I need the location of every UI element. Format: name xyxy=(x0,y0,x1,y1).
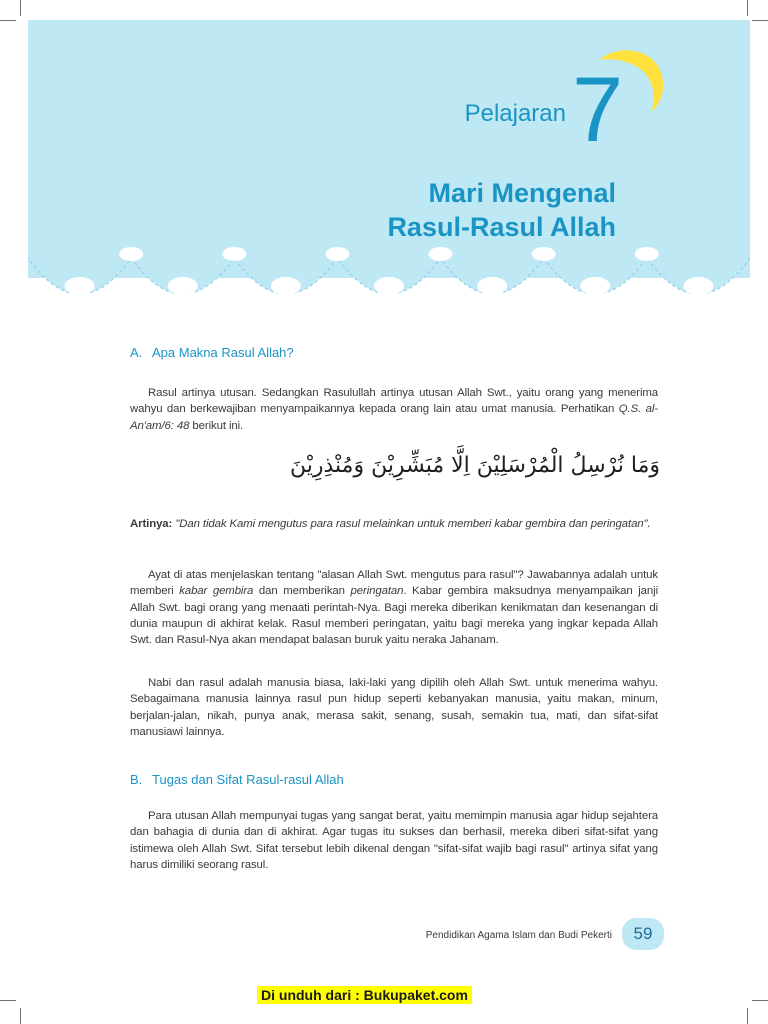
quran-reference: Q.S. al-An'am/6: 48 xyxy=(130,403,658,432)
banner-dot xyxy=(65,277,95,295)
arabic-verse: وَمَا نُرْسِلُ الْمُرْسَلِيْنَ اِلَّا مُبَشِّرِيْنَ وَمُنْذِرِيْنَ xyxy=(289,453,660,478)
section-a-paragraph-3: Nabi dan rasul adalah manusia biasa, laki-laki yang dipilih oleh Allah Swt. untuk menerima wahyu. Sebagaimana manusia lainnya rasul pun hidup seperti kebanyakan manusia, yaitu makan, minum, berjalan-jalan, nikah, punya anak, merasa sakit, senang, susah, semakin tua, mati, dan sifat-sifat manusiawi lainnya. xyxy=(130,677,658,738)
section-a-title: Apa Makna Rasul Allah? xyxy=(152,345,294,360)
crop-mark xyxy=(752,20,768,21)
translation-text: "Dan tidak Kami mengutus para rasul melainkan untuk memberi kabar gembira dan peringatan". xyxy=(175,518,651,530)
section-a-paragraph-1: Rasul artinya utusan. Sedangkan Rasulullah artinya utusan Allah Swt., yaitu orang yang menerima wahyu dan berkewajiban menyampaikannya kepada orang lain atau umat manusia. Perhatikan Q.S. al-An'am/6: 48 berikut ini. xyxy=(130,387,658,432)
banner-dot xyxy=(477,277,507,295)
book-title: Pendidikan Agama Islam dan Budi Pekerti xyxy=(425,930,612,941)
section-a-heading xyxy=(130,345,294,360)
crop-mark xyxy=(0,20,16,21)
banner-dot xyxy=(325,247,349,261)
banner-dot xyxy=(635,247,659,261)
banner-dot xyxy=(271,277,301,295)
download-notice-link[interactable]: Di unduh dari : Bukupaket.com xyxy=(257,986,472,1004)
banner-dot xyxy=(532,247,556,261)
crop-mark xyxy=(747,0,748,16)
banner-dot xyxy=(683,277,713,295)
chapter-title xyxy=(387,176,616,244)
translation-label: Artinya: xyxy=(130,518,173,530)
crop-mark xyxy=(0,1000,16,1001)
banner-dot xyxy=(119,247,143,261)
crop-mark xyxy=(747,1008,748,1024)
lesson-number: 7 xyxy=(572,59,624,161)
crop-mark xyxy=(20,1008,21,1024)
section-a-letter: A. xyxy=(130,345,143,360)
lesson-label: Pelajaran xyxy=(464,100,566,127)
chapter-title-line1: Mari Mengenal xyxy=(428,178,616,208)
crop-mark xyxy=(752,1000,768,1001)
section-b-paragraph-1: Para utusan Allah mempunyai tugas yang sangat berat, yaitu memimpin manusia agar hidup sejahtera dan bahagia di dunia dan di akhirat. Agar tugas itu sukses dan berhasil, mereka diberi sifat-sifat yang istimewa oleh Allah Swt. Sifat tersebut lebih dikenal dengan "sifat-sifat wajib bagi rasul" artinya sifat yang harus dimiliki seorang rasul. xyxy=(130,810,658,871)
banner-dot xyxy=(580,277,610,295)
crop-mark xyxy=(20,0,21,16)
page-number: 59 xyxy=(622,918,664,950)
verse-translation xyxy=(130,516,658,532)
banner-dot xyxy=(374,277,404,295)
chapter-title-line2: Rasul-Rasul Allah xyxy=(387,212,616,242)
banner-dot xyxy=(222,247,246,261)
section-b-title: Tugas dan Sifat Rasul-rasul Allah xyxy=(152,772,344,787)
section-b-heading xyxy=(130,772,344,787)
banner-dot xyxy=(168,277,198,295)
section-a-paragraph-2: Ayat di atas menjelaskan tentang "alasan Allah Swt. mengutus para rasul"? Jawabannya adalah untuk memberi kabar gembira dan memberikan peringatan. Kabar gembira maksudnya menyampaikan janji Allah Swt. bagi orang yang menaati perintah-Nya. Bagi mereka diberikan kenikmatan dan kesenangan di dunia maupun di akhirat kelak. Rasul memberi peringatan, yaitu bagi mereka yang ingkar kepada Allah Swt. dan Rasul-Nya akan mendapat balasan buruk yaitu neraka Jahanam. xyxy=(130,569,659,647)
section-b-letter: B. xyxy=(130,772,143,787)
banner-scallop-edge xyxy=(0,230,768,340)
banner-dot xyxy=(429,247,453,261)
